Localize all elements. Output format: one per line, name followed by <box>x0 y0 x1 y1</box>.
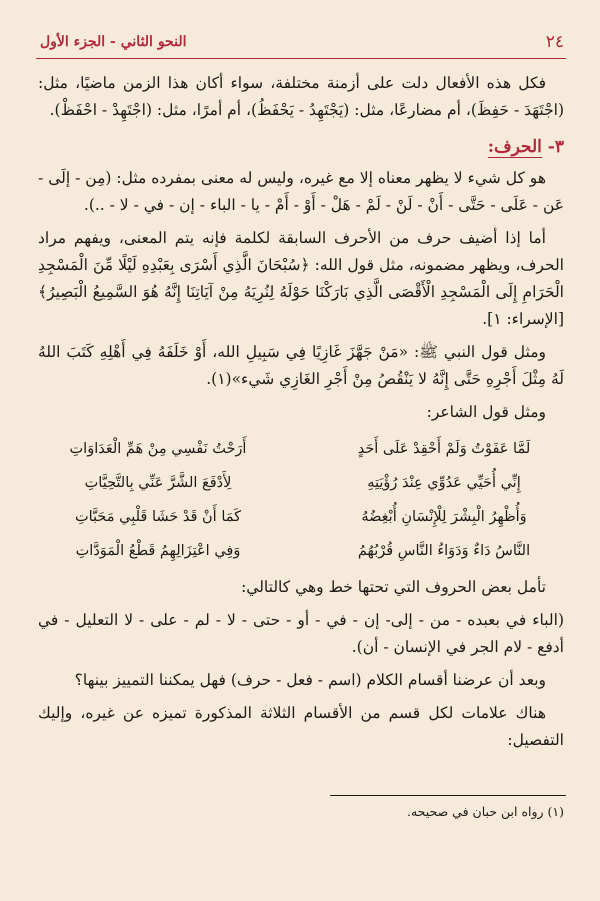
paragraph-quran-example: أما إذا أضيف حرف من الأحرف السابقة لكلمة فإنه يتم المعنى، ويفهم مراد الحرف، ويظهر مضمونه، مثل قول الله: ﴿سُبْحَانَ الَّذِي أَسْرَى بِعَبْدِهِ لَيْلًا مِّنَ الْمَسْجِدِ الْحَرَامِ إِلَى الْمَسْجِدِ الْأَقْصَى الَّذِي بَارَكْنَا حَوْلَهُ لِنُرِيَهُ مِنْ آيَاتِنَا إِنَّهُ هُوَ السَّمِيعُ الْبَصِيرُ﴾ [الإسراء: ١]. <box>38 229 564 328</box>
poem <box>38 432 564 568</box>
footnote-divider <box>330 795 566 796</box>
poem-second-hemistich: وَفِي اعْتِزَالِهِمُ قَطْعُ الْمَوَدَّاتِ <box>75 542 241 559</box>
page-body <box>38 70 564 760</box>
section-number: ٣- <box>547 137 564 157</box>
paragraph-question: وبعد أن عرضنا أقسام الكلام (اسم - فعل - حرف) فهل يمكننا التمييز بينها؟ <box>74 671 546 689</box>
poem-first-hemistich: لَمَّا عَفَوْتُ وَلَمْ أَحْقِدْ عَلَى أَحَدٍ <box>357 440 531 457</box>
paragraph-hadith-example: ومثل قول النبي ﷺ: «مَنْ جَهَّزَ غَازِيًا فِي سَبِيلِ الله، أَوْ خَلَفَهُ فِي أَهْلِهِ كَتَبَ اللهُ لَهُ مِثْلَ أَجْرِهِ حَتَّى إِنَّهُ لا يَنْقُصُ مِنْ أَجْرِ الغَازِي شَيء»(١). <box>38 343 564 388</box>
poem-second-hemistich: لِأَدْفَعَ الشَّرَّ عَنِّي بِالتَّحِيَّاتِ <box>84 474 232 491</box>
running-title: النحو الثاني - الجزء الأول <box>40 34 187 50</box>
paragraph-verbs-tenses: فكل هذه الأفعال دلت على أزمنة مختلفة، سواء أكان هذا الزمن ماضيًا، مثل: (اجْتَهَدَ - حَفِظَ)، أم مضارعًا، مثل: (يَجْتَهِدُ - يَحْفَظُ)، أم أمرًا، مثل: (اجْتَهِدْ - احْفَظْ). <box>38 74 564 119</box>
poem-verse <box>38 500 564 534</box>
paragraph-particle-definition: هو كل شيء لا يظهر معناه إلا مع غيره، وليس له معنى بمفرده مثل: (مِن - إلَى - عَن - عَلَى - حَتَّى - أَنْ - لَنْ - لَمْ - هَلْ - أَوْ - أَمْ - يا - الباء - إن - في - لا - ..). <box>38 169 564 214</box>
poem-first-hemistich: وَأُظْهِرُ الْبِشْرَ لِلْإِنْسَانِ أُبْغِضُهُ <box>361 508 527 525</box>
section-heading <box>38 134 564 161</box>
header-divider <box>36 58 566 59</box>
page-number: ٢٤ <box>545 32 564 52</box>
paragraph-poet-intro: ومثل قول الشاعر: <box>426 403 546 421</box>
poem-first-hemistich: إِنِّي أُحَيِّي عَدُوِّي عِنْدَ رُؤْيَتِهِ <box>367 474 521 491</box>
paragraph-underlined-intro: تأمل بعض الحروف التي تحتها خط وهي كالتالي: <box>241 578 546 596</box>
page-header <box>36 30 570 56</box>
poem-verse <box>38 534 564 568</box>
poem-second-hemistich: أَرَحْتُ نَفْسِي مِنْ هَمِّ الْعَدَاوَاتِ <box>69 440 247 457</box>
section-title: الحرف: <box>487 137 542 157</box>
paragraph-signs-intro: هناك علامات لكل قسم من الأقسام الثلاثة المذكورة تميزه عن غيره، وإليك التفصيل: <box>38 704 564 749</box>
paragraph-particle-list: (الباء في بعبده - من - إلى- إن - في - أو - حتى - لا - لم - على - لا التعليل - في أدفع - لام الجر في الإنسان - أن). <box>38 611 564 656</box>
footnote: (١) رواه ابن حبان في صحيحه. <box>407 804 564 819</box>
poem-verse <box>38 466 564 500</box>
poem-verse <box>38 432 564 466</box>
poem-second-hemistich: كَمَا أَنْ قَدْ حَشَا قَلْبِي مَحَبَّاتِ <box>74 508 242 525</box>
poem-first-hemistich: النَّاسُ دَاءٌ وَدَوَاءُ النَّاسِ قُرْبُهُمُ <box>357 542 531 559</box>
